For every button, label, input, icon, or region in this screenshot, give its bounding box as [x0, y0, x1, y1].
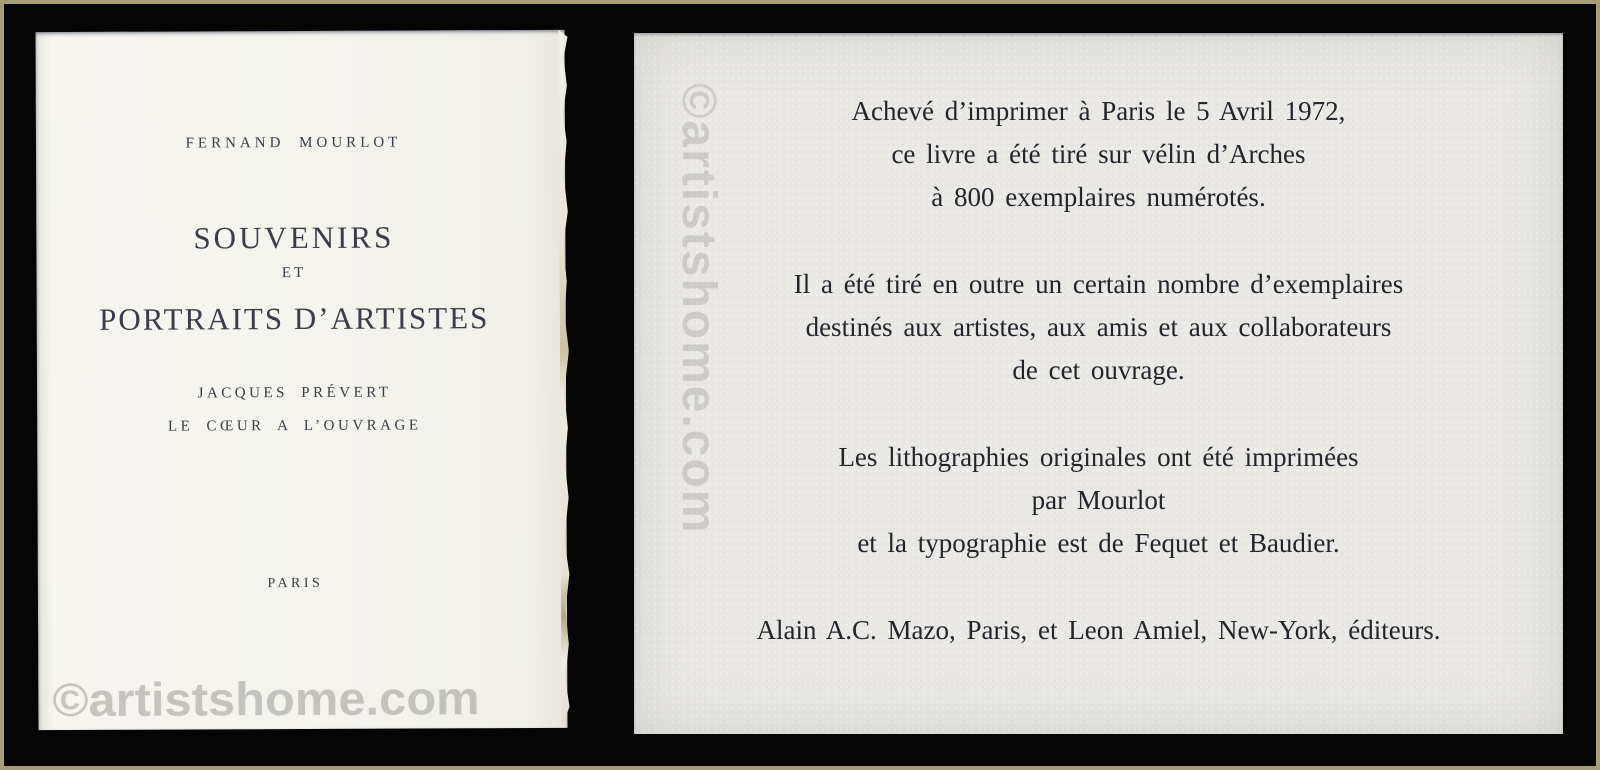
- colophon-line: ce livre a été tiré sur vélin d’Arches: [891, 139, 1306, 169]
- title-page-photo: [35, 30, 567, 730]
- imprint-city: PARIS: [267, 575, 324, 592]
- subtitle-prevert: JACQUES PRÉVERT: [197, 384, 392, 402]
- colophon-line: Il a été tiré en outre un certain nombre d’exemplaires: [793, 269, 1404, 299]
- colophon-line: par Mourlot: [1031, 485, 1166, 515]
- colophon-text: [634, 33, 1563, 734]
- colophon-line: destinés aux artistes, aux amis et aux collaborateurs: [805, 312, 1392, 342]
- colophon-line: à 800 exemplaires numérotés.: [931, 182, 1266, 212]
- colophon-publishers-line: Alain A.C. Mazo, Paris, et Leon Amiel, New-York, éditeurs.: [756, 615, 1441, 645]
- colophon-line: de cet ouvrage.: [1012, 355, 1185, 385]
- title-page-author: FERNAND MOURLOT: [185, 134, 402, 152]
- title-line-portraits: PORTRAITS D’ARTISTES: [99, 300, 490, 337]
- subtitle-le-coeur: LE CŒUR A L’OUVRAGE: [167, 417, 422, 435]
- deckled-edge: [558, 30, 570, 728]
- colophon-paragraph: [634, 436, 1563, 565]
- watermark-vertical: ©artistshome.com: [672, 83, 725, 535]
- colophon-line: et la typographie est de Fequet et Baudier.: [857, 528, 1340, 558]
- colophon-paragraph: [634, 609, 1563, 652]
- colophon-page-photo: [634, 33, 1563, 734]
- title-line-et: ET: [281, 264, 307, 282]
- watermark-horizontal: ©artistshome.com: [52, 671, 480, 727]
- colophon-line: Les lithographies originales ont été imprimées: [838, 442, 1359, 472]
- colophon-paragraph: [634, 90, 1563, 219]
- colophon-line: Achevé d’imprimer à Paris le 5 Avril 1972,: [851, 96, 1346, 126]
- colophon-paragraph: [634, 263, 1563, 392]
- title-line-souvenirs: SOUVENIRS: [193, 219, 395, 256]
